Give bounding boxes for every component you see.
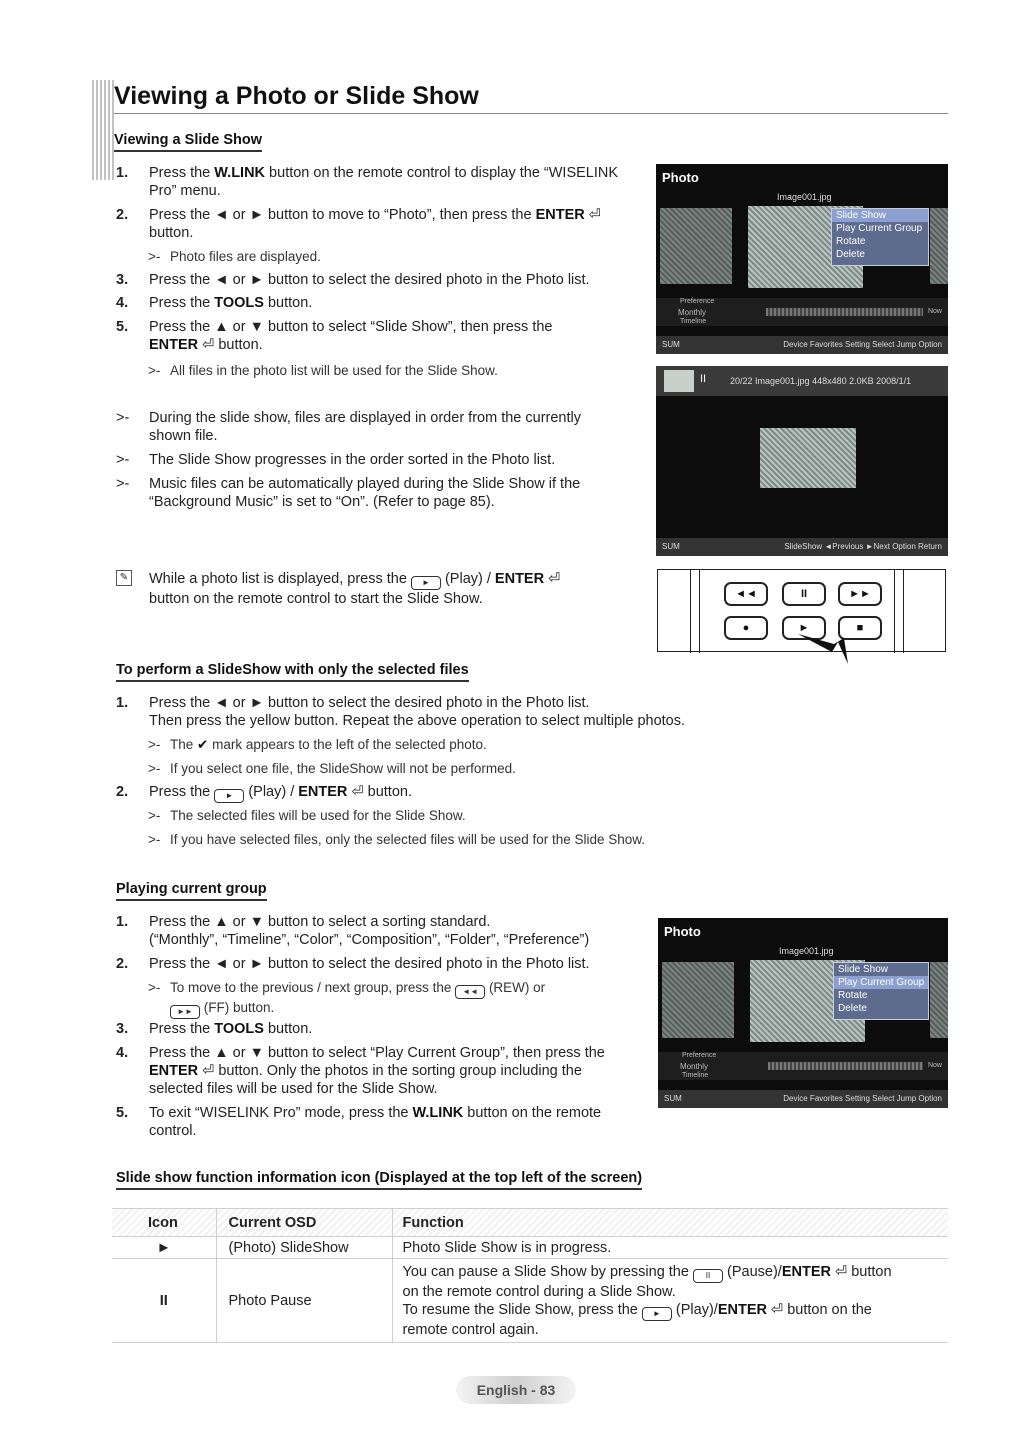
- stop-button[interactable]: ■: [838, 616, 882, 640]
- pause-button[interactable]: II: [782, 582, 826, 606]
- section-heading-slideshow: Viewing a Slide Show: [114, 132, 262, 152]
- enter-icon: ⏎: [588, 207, 601, 223]
- menu-item-slide-show[interactable]: Slide Show: [838, 964, 889, 975]
- play-icon: ►: [112, 1237, 216, 1259]
- pause-icon: II: [112, 1259, 216, 1343]
- check-mark-icon: ✔: [197, 737, 209, 752]
- note-arrow-icon: >-: [148, 249, 161, 264]
- tools-menu: [833, 962, 929, 1020]
- play-button[interactable]: ►: [782, 616, 826, 640]
- slideshow-thumb-icon: [664, 370, 694, 392]
- page-number: English - 83: [456, 1376, 576, 1404]
- ff-button-icon: ►►: [170, 1005, 200, 1019]
- section-heading-group: Playing current group: [116, 881, 267, 901]
- photo-thumbnail-right: [930, 208, 948, 284]
- header-function: Function: [392, 1209, 948, 1237]
- menu-item-delete[interactable]: Delete: [838, 1003, 867, 1014]
- menu-item-play-current-group[interactable]: Play Current Group: [836, 223, 923, 234]
- title-bar: [92, 80, 948, 116]
- tv-bottom-bar: SUM Device Favorites Setting Select Jump Option: [658, 1090, 948, 1108]
- remote-control-detail: [657, 569, 946, 652]
- menu-item-rotate[interactable]: Rotate: [838, 990, 868, 1001]
- title-decoration: [92, 80, 116, 180]
- header-current-osd: Current OSD: [216, 1209, 392, 1237]
- menu-item-rotate[interactable]: Rotate: [836, 236, 866, 247]
- play-button-icon: ►: [642, 1307, 672, 1321]
- tv-photo-menu-screenshot: Photo Image001.jpg Slide Show Play Current Group Rotate Delete Preference Monthly Timeline Now SUM Device Favorites Setting Select Jump Option: [656, 164, 948, 354]
- play-button-icon: ►: [214, 789, 244, 803]
- note-arrow-icon: >-: [116, 476, 130, 492]
- title-rule: [114, 113, 948, 114]
- info-icon-table: [112, 1208, 948, 1343]
- record-button[interactable]: ●: [724, 616, 768, 640]
- tv-photo-menu-screenshot-2: Photo Image001.jpg Slide Show Play Current Group Rotate Delete Preference Monthly Timeline Now SUM Device Favorites Setting Select Jump Option: [658, 918, 948, 1108]
- menu-item-delete[interactable]: Delete: [836, 249, 865, 260]
- rew-button-icon: ◄◄: [455, 985, 485, 999]
- photo-thumbnail-right: [930, 962, 948, 1038]
- ff-button[interactable]: ►►: [838, 582, 882, 606]
- note-arrow-icon: >-: [116, 410, 130, 426]
- pause-button-icon: II: [693, 1269, 723, 1283]
- section-heading-selected: To perform a SlideShow with only the selected files: [116, 662, 469, 682]
- tv-bottom-bar: SUM SlideShow ◄Previous ►Next Option Return: [656, 538, 948, 556]
- photo-thumbnail-left: [662, 962, 734, 1038]
- rew-button[interactable]: ◄◄: [724, 582, 768, 606]
- page-title: Viewing a Photo or Slide Show: [114, 82, 479, 110]
- tv-slideshow-screenshot: II 20/22 Image001.jpg 448x480 2.0KB 2008/1/1 SUM SlideShow ◄Previous ►Next Option Return: [656, 366, 948, 556]
- manual-page: Viewing a Photo or Slide Show Viewing a Slide Show 1. Press the W.LINK button on the remote control to display the “WISELINK Pro” menu. 2. Press the ◄ or ► button to move to “Photo”, then press the ENTER ⏎ button. >- Photo files are displayed. 3. Press the ◄ or ► button to select the desired photo in the Photo list. 4. Press the TOOLS button. 5. Press the ▲ or ▼ button to select “Slide Show”, then press the ENTER ⏎ button. >- All files in the photo list will be used for the Slide Show. >- During the slide show, files are displayed in order from the currently shown file. >- The Slide Show progresses in the order sorted in the Photo list. >- Music files can be automatically played during the Slide Show if the “Background Music” is set to “On”. (Refer to page 85). ✎ While a photo list is displayed, press the ► (Play) / ENTER ⏎ button on the remote control to start the Slide Show. Photo Image001.jpg Slide Show Play Current Group Rotate Delete Preference Monthly Timeline Now SUM Device Favorites Setting Select Jump Option II 20/22 Image001.jpg 448x480 2.0KB 2008/1/1 SUM SlideShow ◄Previous ►Next Option Return ◄◄ II ►► ● ► ■ To perform a SlideShow with only the selected files 1. Press the ◄ or ► button to select the desired photo in the Photo list. Then press the yellow button. Repeat the above operation to select multiple photos. >- The ✔ mark appears to the left of the selected photo. >- If you select one file, the SlideShow will not be performed. 2. Press the ► (Play) / ENTER ⏎ button. >- The selected files will be used for the Slide Show. >- If you have selected files, only the selected files will be used for the Slide Show. Playing current group 1. Press the ▲ or ▼ button to select a sorting standard. (“Monthly”, “Timeline”, “Color”, “Composition”, “Folder”, “Preference”) 2. Press the ◄ or ► button to select the desired photo in the Photo list. >- To move to the previous / next group, press the ◄◄ (REW) or ►► (FF) button. 3. Press the TOOLS button. 4. Press the ▲ or ▼ button to select “Play Current Group”, then press the ENTER ⏎ button. Only the photos in the sorting group including the selected files will be used for the Slide Show. 5. To exit “WISELINK Pro” mode, press the W.LINK button on the remote control. Photo Image001.jpg Slide Show Play Current Group Rotate Delete Preference Monthly Timeline Now SUM Device Favorites Setting Select Jump Option Slide show function information icon (Displayed at the top left of the screen) Icon Current OSD Function ► (Photo) SlideShow Photo Slide Show is in progress. II Photo Pause You can pause a Slide Show by pressing the II (Pause)/ENTER ⏎ button on the remote control during a Slide Show. To resume the Slide Show, press the ► (Play)/ENTER ⏎ button on the remote control again. English - 83: [0, 0, 1030, 1454]
- play-button-icon: ►: [411, 576, 441, 590]
- slideshow-photo: [760, 428, 856, 488]
- pointer-arrow-icon: [798, 620, 858, 666]
- tv-bottom-bar: SUM Device Favorites Setting Select Jump Option: [656, 336, 948, 354]
- note-arrow-icon: >-: [116, 452, 130, 468]
- sort-timeline: Preference Monthly Timeline Now: [658, 1052, 948, 1080]
- table-row: II Photo Pause You can pause a Slide Show by pressing the II (Pause)/ENTER ⏎ button on the remote control during a Slide Show. To resume the Slide Show, press the ► (Play)/ENTER ⏎ button on the remote control again.: [112, 1259, 948, 1343]
- tools-menu: [831, 208, 929, 266]
- memo-icon: ✎: [116, 570, 132, 586]
- table-row: ► (Photo) SlideShow Photo Slide Show is in progress.: [112, 1237, 948, 1259]
- header-icon: Icon: [112, 1209, 216, 1237]
- note-arrow-icon: >-: [148, 363, 161, 378]
- section-heading-info: Slide show function information icon (Displayed at the top left of the screen): [116, 1170, 642, 1190]
- sort-timeline: Preference Monthly Timeline Now: [656, 298, 948, 326]
- menu-item-play-current-group[interactable]: Play Current Group: [834, 976, 928, 989]
- play-icon: II: [700, 373, 707, 385]
- table-header-row: [112, 1209, 948, 1237]
- photo-thumbnail-left: [660, 208, 732, 284]
- menu-item-slide-show[interactable]: Slide Show: [832, 209, 928, 222]
